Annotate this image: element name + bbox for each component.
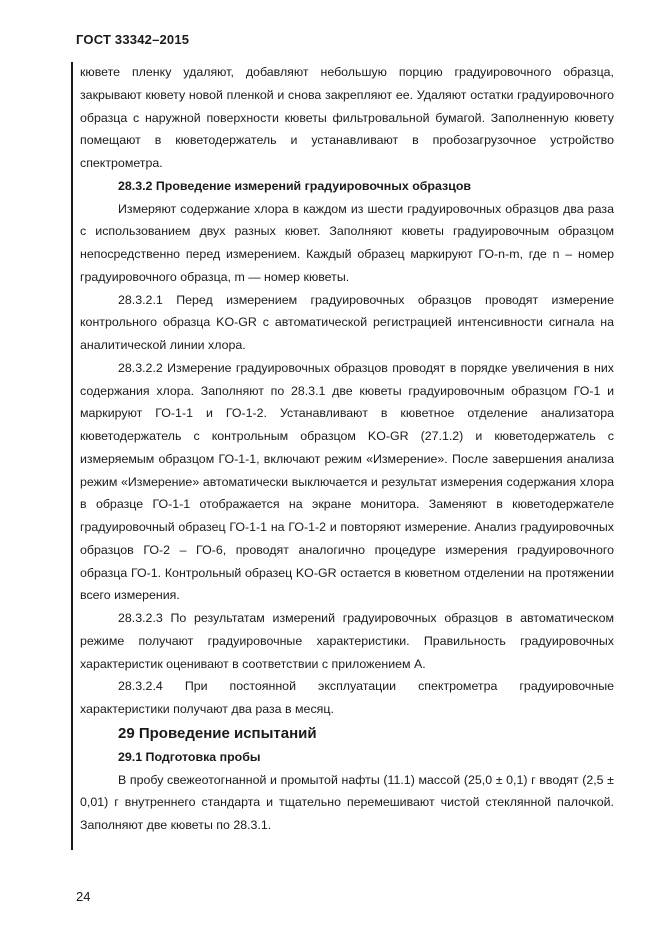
revision-margin-bar bbox=[71, 62, 73, 850]
paragraph-28-3-2-3: 28.3.2.3 По результатам измерений градуировочных образцов в автоматическом режиме получают градуировочные характеристики. Правильность градуировочных характеристик оценивают в соответствии с приложением А. bbox=[80, 611, 614, 671]
document-header: ГОСТ 33342–2015 bbox=[76, 32, 190, 47]
page-number: 24 bbox=[76, 889, 91, 904]
page-body bbox=[80, 61, 614, 837]
paragraph-28-3-2-4: 28.3.2.4 При постоянной эксплуатации спектрометра градуировочные характеристики получают два раза в месяц. bbox=[80, 679, 614, 716]
paragraph-measurement-intro: Измеряют содержание хлора в каждом из шести градуировочных образцов два раза с использованием двух разных кювет. Заполняют кюветы градуировочным образцом непосредственно перед измерением. Каждый образец маркируют ГО-n-m, где n – номер градуировочного образца, m — номер кюветы. bbox=[80, 201, 614, 284]
paragraph-sample-preparation: В пробу свежеотогнанной и промытой нафты (11.1) массой (25,0 ± 0,1) г вводят (2,5 ± 0,01) г внутреннего стандарта и тщательно перемешивают чистой стеклянной палочкой. Заполняют две кюветы по 28.3.1. bbox=[80, 772, 614, 832]
paragraph-28-3-2-1: 28.3.2.1 Перед измерением градуировочных образцов проводят измерение контрольного образца KO-GR с автоматической регистрацией интенсивности сигнала на аналитической линии хлора. bbox=[80, 292, 614, 352]
subsection-heading-28-3-2: 28.3.2 Проведение измерений градуировочных образцов bbox=[118, 178, 471, 193]
paragraph-28-3-2-2: 28.3.2.2 Измерение градуировочных образцов проводят в порядке увеличения в них содержания хлора. Заполняют по 28.3.1 две кюветы градуировочным образцом ГО-1 и маркируют ГО-1-1 и ГО-1-2. Устанавливают в кюветное отделение анализатора кюветодержатель с контрольным образцом KO-GR (27.1.2) и кюветодержатель с измеряемым образцом ГО-1-1, включают режим «Измерение». После завершения анализа режим «Измерение» автоматически выключается и результат измерения содержания хлора в образце ГО-1-1 отображается на экране монитора. Заменяют в кюветодержателе градуировочный образец ГО-1-1 на ГО-1-2 и повторяют измерение. Анализ градуировочных образцов ГО-2 – ГО-6, проводят аналогично процедуре измерения градуировочного образца ГО-1. Контрольный образец KO-GR остается в кюветном отделении на протяжении всего измерения. bbox=[80, 360, 614, 603]
subsection-heading-29-1: 29.1 Подготовка пробы bbox=[118, 749, 261, 764]
section-heading-29: 29 Проведение испытаний bbox=[118, 724, 317, 742]
paragraph-continuation: кювете пленку удаляют, добавляют небольшую порцию градуировочного образца, закрывают кювету новой пленкой и снова закрепляют ее. Удаляют остатки градуировочного образца с наружной поверхности кюветы фильтровальной бумагой. Заполненную кювету помещают в кюветодержатель и устанавливают в пробозагрузочное устройство спектрометра. bbox=[80, 65, 614, 170]
